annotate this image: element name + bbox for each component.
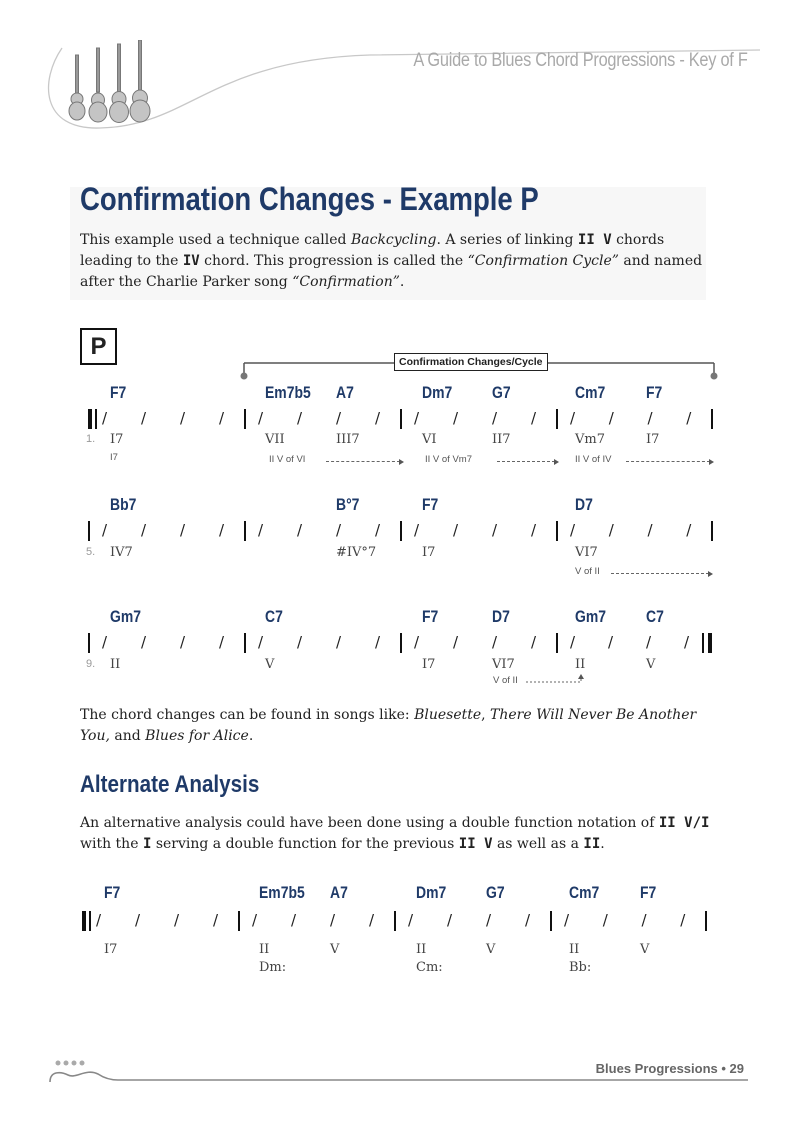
- roman-numeral: II: [110, 657, 121, 672]
- beat-slash: /: [486, 911, 492, 929]
- key-label: Cm:: [416, 960, 443, 975]
- chord-symbol: F7: [104, 883, 121, 902]
- measure-number: 9.: [86, 658, 96, 670]
- beat-slash: /: [570, 521, 576, 539]
- barline: [711, 409, 713, 429]
- chord-symbol: C7: [265, 607, 283, 626]
- chord-symbol: Gm7: [575, 607, 606, 626]
- beat-slash: /: [608, 409, 614, 427]
- barline: [702, 633, 704, 653]
- chord-symbol: F7: [422, 607, 439, 626]
- roman-numeral: VI7: [575, 545, 598, 560]
- beat-slash: /: [375, 409, 381, 427]
- function-arrow: [626, 461, 710, 462]
- beat-slash: /: [408, 911, 414, 929]
- beat-slash: /: [686, 521, 692, 539]
- beat-slash: /: [414, 409, 420, 427]
- beat-slash: /: [492, 633, 498, 651]
- barline: [89, 911, 91, 931]
- beat-slash: /: [336, 521, 342, 539]
- beat-slash: /: [531, 633, 537, 651]
- beat-slash: /: [369, 911, 375, 929]
- roman-numeral: V: [330, 942, 340, 957]
- beat-slash: /: [174, 911, 180, 929]
- beat-slash: /: [531, 521, 537, 539]
- beat-slash: /: [492, 521, 498, 539]
- roman-numeral: II: [575, 657, 586, 672]
- barline: [711, 521, 713, 541]
- beat-slash: /: [180, 521, 186, 539]
- roman-numeral: I7: [104, 942, 118, 957]
- roman-numeral: II: [569, 942, 580, 957]
- chord-symbol: B°7: [336, 495, 360, 514]
- chord-symbol: Gm7: [110, 607, 141, 626]
- roman-numeral: II7: [492, 432, 511, 447]
- beat-slash: /: [252, 911, 258, 929]
- chord-symbol: Cm7: [569, 883, 600, 902]
- songs-paragraph: The chord changes can be found in songs like: Bluesette, There Will Never Be Another You, and Blues for Alice.: [80, 707, 697, 744]
- beat-slash: /: [258, 633, 264, 651]
- roman-numeral: V: [640, 942, 650, 957]
- beat-slash: /: [641, 911, 647, 929]
- beat-slash: /: [608, 521, 614, 539]
- beat-slash: /: [102, 521, 108, 539]
- beat-slash: /: [135, 911, 141, 929]
- beat-slash: /: [570, 409, 576, 427]
- beat-slash: /: [213, 911, 219, 929]
- barline: [88, 521, 90, 541]
- barline: [556, 633, 558, 653]
- chord-symbol: A7: [336, 383, 354, 402]
- function-note: II V of IV: [575, 454, 612, 465]
- beat-slash: /: [684, 633, 690, 651]
- beat-slash: /: [336, 633, 342, 651]
- roman-numeral: I7: [110, 432, 124, 447]
- beat-slash: /: [453, 633, 459, 651]
- chord-symbol: F7: [110, 383, 127, 402]
- beat-slash: /: [492, 409, 498, 427]
- measure-number: 5.: [86, 546, 96, 558]
- function-note: I7: [110, 452, 118, 463]
- chord-symbol: G7: [486, 883, 505, 902]
- beat-slash: /: [414, 521, 420, 539]
- measure-number: 1.: [86, 433, 96, 445]
- beat-slash: /: [336, 409, 342, 427]
- chord-symbol: F7: [422, 495, 439, 514]
- barline: [705, 911, 707, 931]
- roman-numeral: V: [486, 942, 496, 957]
- beat-slash: /: [141, 409, 147, 427]
- roman-numeral: II: [259, 942, 270, 957]
- barline: [400, 633, 402, 653]
- roman-numeral: I7: [646, 432, 660, 447]
- beat-slash: /: [647, 521, 653, 539]
- beat-slash: /: [646, 633, 652, 651]
- barline: [708, 633, 712, 653]
- barline: [88, 409, 92, 429]
- roman-numeral: VI7: [492, 657, 515, 672]
- beat-slash: /: [375, 633, 381, 651]
- header-title: A Guide to Blues Chord Progressions - Key of F: [413, 50, 748, 71]
- barline: [95, 409, 97, 429]
- beat-slash: /: [180, 409, 186, 427]
- beat-slash: /: [219, 409, 225, 427]
- function-note: II V of VI: [269, 454, 306, 465]
- beat-slash: /: [219, 633, 225, 651]
- chord-symbol: Em7b5: [265, 383, 311, 402]
- barline: [238, 911, 240, 931]
- barline: [550, 911, 552, 931]
- function-arrow: [611, 573, 709, 574]
- roman-numeral: I7: [422, 545, 436, 560]
- chord-symbol: Bb7: [110, 495, 137, 514]
- bracket-label: Confirmation Changes/Cycle: [394, 353, 548, 371]
- beat-slash: /: [96, 911, 102, 929]
- chord-symbol: Dm7: [422, 383, 453, 402]
- key-label: Dm:: [259, 960, 287, 975]
- roman-numeral: III7: [336, 432, 360, 447]
- beat-slash: /: [297, 521, 303, 539]
- beat-slash: /: [647, 409, 653, 427]
- roman-numeral: I7: [422, 657, 436, 672]
- beat-slash: /: [608, 633, 614, 651]
- barline: [244, 521, 246, 541]
- barline: [244, 409, 246, 429]
- roman-numeral: VII: [265, 432, 285, 447]
- beat-slash: /: [258, 521, 264, 539]
- barline: [88, 633, 90, 653]
- roman-numeral: IV7: [110, 545, 133, 560]
- function-arrow: [525, 674, 585, 688]
- beat-slash: /: [102, 633, 108, 651]
- chord-symbol: D7: [575, 495, 593, 514]
- beat-slash: /: [453, 521, 459, 539]
- section-title-alternate: Alternate Analysis: [80, 771, 260, 798]
- beat-slash: /: [570, 633, 576, 651]
- roman-numeral: VI: [422, 432, 437, 447]
- beat-slash: /: [258, 409, 264, 427]
- beat-slash: /: [297, 409, 303, 427]
- beat-slash: /: [291, 911, 297, 929]
- beat-slash: /: [141, 521, 147, 539]
- beat-slash: /: [564, 911, 570, 929]
- chord-symbol: F7: [646, 383, 663, 402]
- beat-slash: /: [375, 521, 381, 539]
- chord-symbol: Em7b5: [259, 883, 305, 902]
- barline: [82, 911, 86, 931]
- beat-slash: /: [414, 633, 420, 651]
- beat-slash: /: [102, 409, 108, 427]
- barline: [244, 633, 246, 653]
- intro-paragraph: This example used a technique called Backcycling. A series of linking II V chords leading to the IV chord. This progression is called the “Confirmation Cycle” and named after the Charlie Parker song “Confirmation”.: [80, 232, 703, 290]
- example-label-box: P: [80, 328, 117, 365]
- key-label: Bb:: [569, 960, 592, 975]
- chord-symbol: D7: [492, 607, 510, 626]
- function-arrow: [326, 461, 400, 462]
- chord-symbol: Cm7: [575, 383, 606, 402]
- beat-slash: /: [525, 911, 531, 929]
- roman-numeral: II: [416, 942, 427, 957]
- barline: [400, 409, 402, 429]
- beat-slash: /: [447, 911, 453, 929]
- function-note: V of II: [493, 675, 518, 686]
- roman-numeral: V: [646, 657, 656, 672]
- barline: [556, 521, 558, 541]
- function-note: V of II: [575, 566, 600, 577]
- beat-slash: /: [531, 409, 537, 427]
- barline: [394, 911, 396, 931]
- beat-slash: /: [297, 633, 303, 651]
- beat-slash: /: [219, 521, 225, 539]
- chord-symbol: Dm7: [416, 883, 447, 902]
- beat-slash: /: [180, 633, 186, 651]
- footer-page-label: Blues Progressions • 29: [595, 1061, 744, 1076]
- function-note: II V of Vm7: [425, 454, 472, 465]
- beat-slash: /: [330, 911, 336, 929]
- beat-slash: /: [453, 409, 459, 427]
- chord-symbol: A7: [330, 883, 348, 902]
- chord-symbol: C7: [646, 607, 664, 626]
- chord-symbol: G7: [492, 383, 511, 402]
- beat-slash: /: [686, 409, 692, 427]
- barline: [556, 409, 558, 429]
- barline: [400, 521, 402, 541]
- roman-numeral: Vm7: [575, 432, 605, 447]
- roman-numeral: #IV°7: [336, 545, 377, 560]
- alternate-paragraph: An alternative analysis could have been done using a double function notation of II V/I with the I serving a double function for the previous II V as well as a II.: [80, 815, 710, 852]
- beat-slash: /: [680, 911, 686, 929]
- beat-slash: /: [602, 911, 608, 929]
- function-arrow: [497, 461, 555, 462]
- beat-slash: /: [141, 633, 147, 651]
- chord-symbol: F7: [640, 883, 657, 902]
- section-title: Confirmation Changes - Example P: [80, 181, 539, 217]
- roman-numeral: V: [265, 657, 275, 672]
